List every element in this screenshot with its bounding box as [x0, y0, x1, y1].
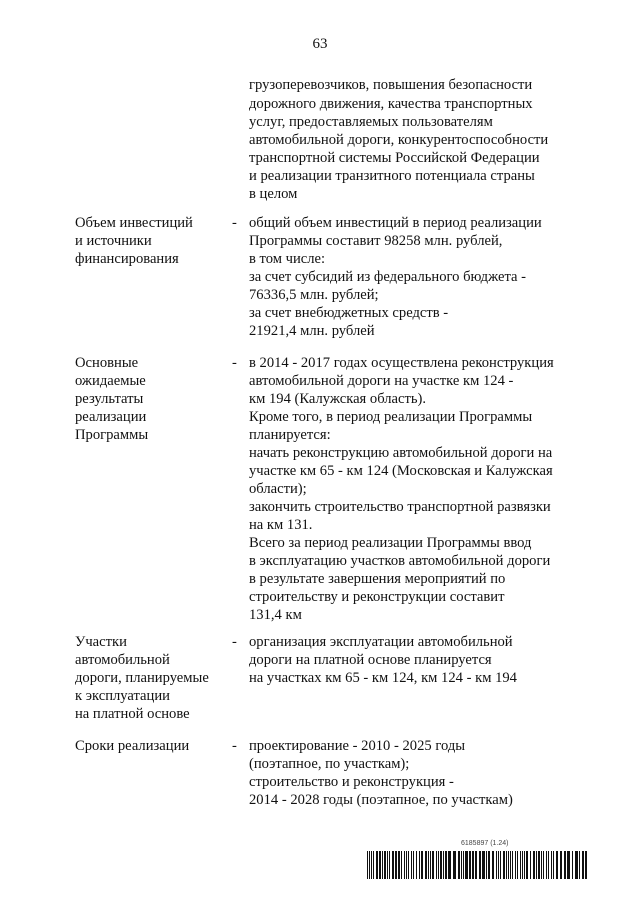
section-body-line: за счет внебюджетных средств - — [249, 305, 449, 321]
section-body-line: проектирование - 2010 - 2025 годы — [249, 738, 466, 754]
section-label-timing: Сроки реализации — [75, 738, 190, 754]
section-label-investment: Объем инвестиций — [75, 215, 193, 231]
section-body-line: км 194 (Калужская область). — [249, 391, 427, 407]
barcode — [367, 840, 587, 880]
section-body-line: области); — [249, 481, 307, 497]
section-body-line: 21921,4 млн. рублей — [249, 323, 375, 339]
intro-line: транспортной системы Российской Федерации — [249, 150, 540, 166]
section-body-line: в 2014 - 2017 годах осуществлена реконструкция — [249, 355, 554, 371]
section-body-line: в том числе: — [249, 251, 326, 267]
section-body-line: (поэтапное, по участкам); — [249, 756, 410, 772]
page-number: 63 — [312, 36, 328, 52]
section-body-line: строительство и реконструкция - — [249, 774, 454, 790]
section-label-results: Основные — [75, 355, 139, 371]
intro-line: грузоперевозчиков, повышения безопасности — [249, 77, 533, 93]
barcode-bars — [367, 851, 587, 879]
section-body-line: строительству и реконструкции составит — [249, 589, 505, 605]
section-body-line: Кроме того, в период реализации Программы — [249, 409, 533, 425]
section-dash: - — [232, 215, 237, 231]
intro-line: и реализации транзитного потенциала страны — [249, 168, 535, 184]
section-label-toll: автомобильной — [75, 652, 170, 668]
section-label-toll: дороги, планируемые — [75, 670, 209, 686]
section-body-line: дороги на платной основе планируется — [249, 652, 492, 668]
section-body-line: закончить строительство транспортной развязки — [249, 499, 551, 515]
section-label-toll: Участки — [75, 634, 127, 650]
intro-line: услуг, предоставляемых пользователям — [249, 114, 493, 130]
section-body-line: 76336,5 млн. рублей; — [249, 287, 379, 303]
section-body-line: в эксплуатацию участков автомобильной дороги — [249, 553, 551, 569]
section-label-results: Программы — [75, 427, 149, 443]
section-body-line: автомобильной дороги на участке км 124 - — [249, 373, 514, 389]
barcode-number: 6185897 (1.24) — [461, 840, 509, 847]
intro-line: в целом — [249, 186, 298, 202]
section-label-results: результаты — [75, 391, 144, 407]
section-body-line: начать реконструкцию автомобильной дороги на — [249, 445, 553, 461]
section-body-line: организация эксплуатации автомобильной — [249, 634, 513, 650]
section-label-results: реализации — [75, 409, 147, 425]
section-body-line: общий объем инвестиций в период реализации — [249, 215, 542, 231]
section-body-line: Всего за период реализации Программы ввод — [249, 535, 532, 551]
section-body-line: 2014 - 2028 годы (поэтапное, по участкам) — [249, 792, 513, 808]
section-dash: - — [232, 355, 237, 371]
section-label-toll: к эксплуатации — [75, 688, 170, 704]
section-body-line: участке км 65 - км 124 (Московская и Калужская — [249, 463, 553, 479]
intro-line: дорожного движения, качества транспортных — [249, 96, 533, 112]
section-body-line: за счет субсидий из федерального бюджета - — [249, 269, 527, 285]
section-body-line: на участках км 65 - км 124, км 124 - км 194 — [249, 670, 517, 686]
section-body-line: планируется: — [249, 427, 331, 443]
section-body-line: на км 131. — [249, 517, 313, 533]
section-body-line: в результате завершения мероприятий по — [249, 571, 506, 587]
section-label-investment: финансирования — [75, 251, 179, 267]
section-dash: - — [232, 634, 237, 650]
section-label-investment: и источники — [75, 233, 152, 249]
section-dash: - — [232, 738, 237, 754]
intro-line: автомобильной дороги, конкурентоспособности — [249, 132, 549, 148]
section-label-results: ожидаемые — [75, 373, 146, 389]
section-body-line: 131,4 км — [249, 607, 302, 623]
section-label-toll: на платной основе — [75, 706, 190, 722]
section-body-line: Программы составит 98258 млн. рублей, — [249, 233, 503, 249]
